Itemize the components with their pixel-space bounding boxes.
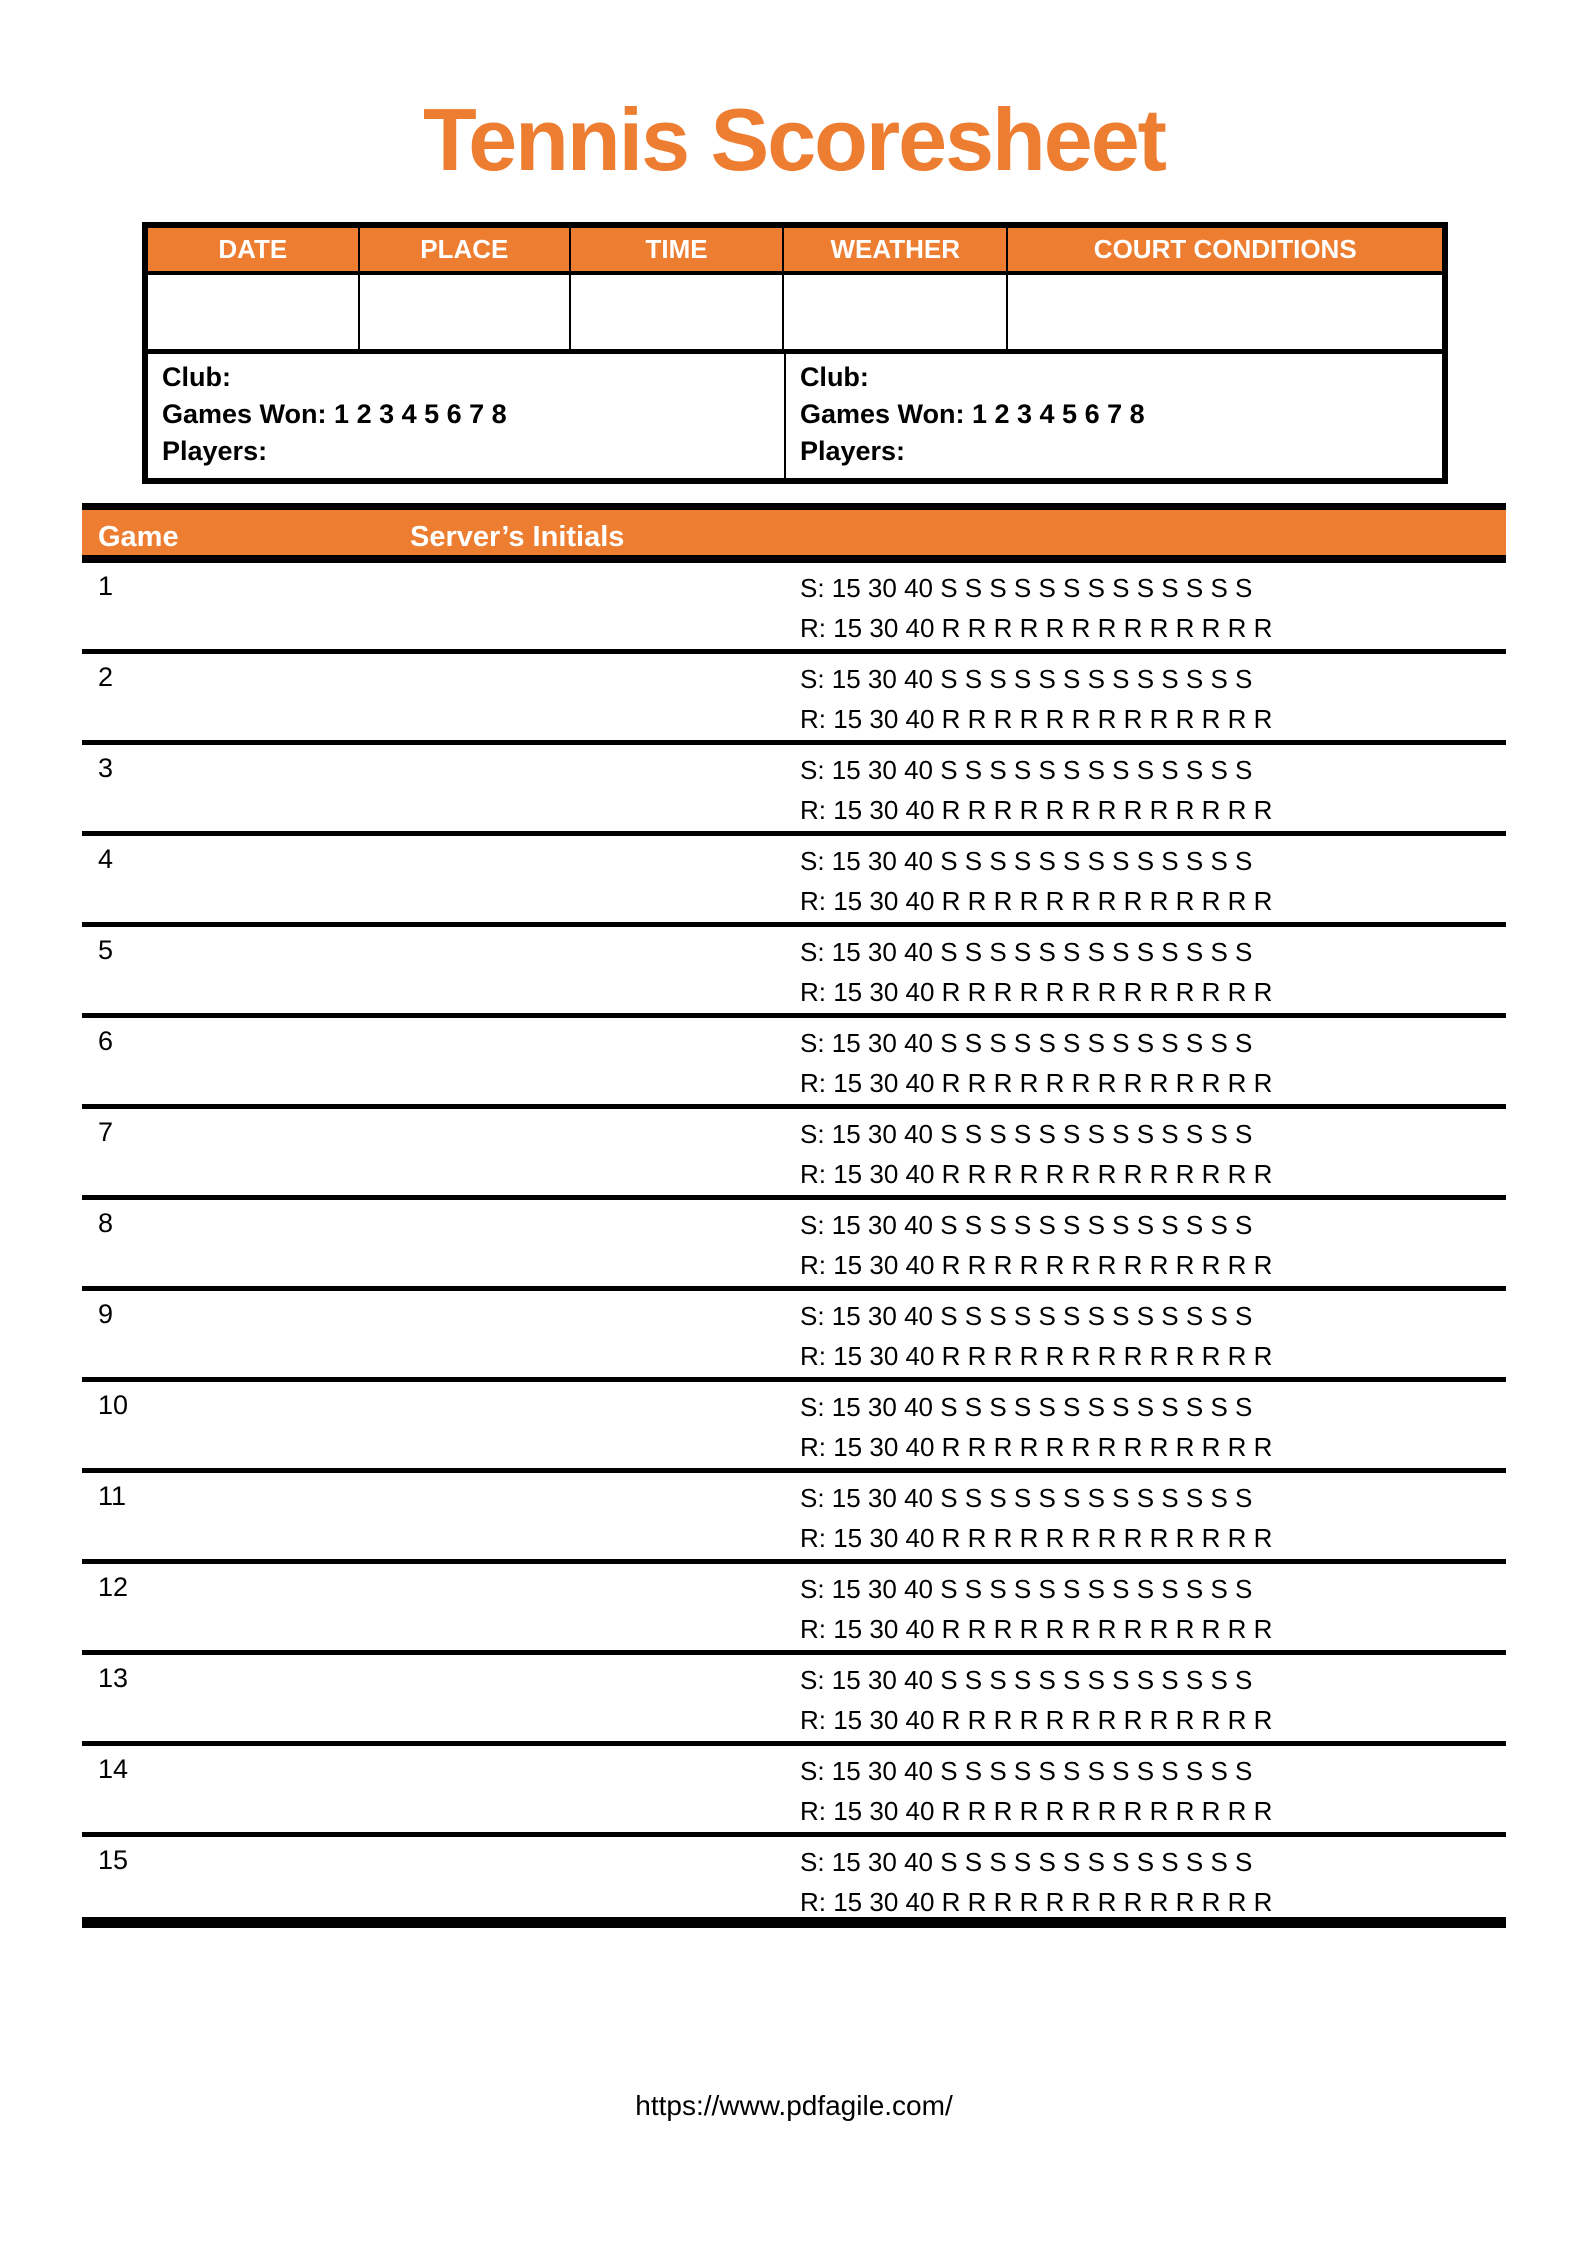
page-title: Tennis Scoresheet — [423, 90, 1165, 189]
games-won-numbers: 1 2 3 4 5 6 7 8 — [971, 399, 1145, 429]
game-number: 6 — [98, 1026, 114, 1056]
server-score-line: S: 15 30 40 S S S S S S S S S S S S S — [800, 1028, 1253, 1058]
server-score-line: S: 15 30 40 S S S S S S S S S S S S S — [800, 1119, 1253, 1149]
games-won-numbers: 1 2 3 4 5 6 7 8 — [334, 399, 507, 429]
server-score-line: S: 15 30 40 S S S S S S S S S S S S S — [800, 1392, 1253, 1422]
game-number: 1 — [98, 571, 114, 601]
receiver-score-line: R: 15 30 40 R R R R R R R R R R R R R — [800, 886, 1273, 916]
server-score-line: S: 15 30 40 S S S S S S S S S S S S S — [800, 573, 1253, 603]
receiver-score-line: R: 15 30 40 R R R R R R R R R R R R R — [800, 1523, 1273, 1553]
server-score-line: S: 15 30 40 S S S S S S S S S S S S S — [800, 1210, 1253, 1240]
score-lines — [800, 1478, 1272, 1558]
column-header-court-conditions: COURT CONDITIONS — [1093, 234, 1357, 264]
game-row — [82, 1382, 1506, 1473]
score-lines — [800, 841, 1272, 921]
players-label: Players: — [799, 436, 906, 466]
score-lines — [800, 1387, 1272, 1467]
server-score-line: S: 15 30 40 S S S S S S S S S S S S S — [800, 1665, 1253, 1695]
score-lines — [800, 1205, 1272, 1285]
game-number: 9 — [98, 1299, 114, 1329]
date-field[interactable] — [148, 275, 360, 349]
game-number: 14 — [98, 1754, 129, 1784]
place-field[interactable] — [360, 275, 572, 349]
column-header-server-initials: Server’s Initials — [410, 521, 625, 553]
score-lines — [800, 1751, 1272, 1831]
match-info-header-row — [148, 228, 1442, 275]
game-number: 5 — [98, 935, 114, 965]
server-score-line: S: 15 30 40 S S S S S S S S S S S S S — [800, 1847, 1253, 1877]
receiver-score-line: R: 15 30 40 R R R R R R R R R R R R R — [800, 795, 1273, 825]
match-info-table — [142, 222, 1448, 484]
game-number: 10 — [98, 1390, 129, 1420]
receiver-score-line: R: 15 30 40 R R R R R R R R R R R R R — [800, 704, 1273, 734]
game-number: 11 — [98, 1481, 127, 1511]
score-lines — [800, 1842, 1272, 1922]
games-won-label: Games Won: — [799, 399, 965, 429]
server-score-line: S: 15 30 40 S S S S S S S S S S S S S — [800, 1483, 1253, 1513]
game-row — [82, 1200, 1506, 1291]
game-row — [82, 1018, 1506, 1109]
score-lines — [800, 1296, 1272, 1376]
game-number: 2 — [98, 662, 114, 692]
score-lines — [800, 1660, 1272, 1740]
game-row — [82, 1837, 1506, 1928]
game-number: 3 — [98, 753, 114, 783]
receiver-score-line: R: 15 30 40 R R R R R R R R R R R R R — [800, 1250, 1273, 1280]
score-lines — [800, 1569, 1272, 1649]
game-row — [82, 1291, 1506, 1382]
match-info-value-row — [148, 275, 1442, 349]
receiver-score-line: R: 15 30 40 R R R R R R R R R R R R R — [800, 1796, 1273, 1826]
server-score-line: S: 15 30 40 S S S S S S S S S S S S S — [800, 1574, 1253, 1604]
players-label: Players: — [162, 436, 268, 466]
game-score-table — [82, 503, 1506, 1928]
receiver-score-line: R: 15 30 40 R R R R R R R R R R R R R — [800, 1705, 1273, 1735]
club-label: Club: — [162, 362, 231, 392]
receiver-score-line: R: 15 30 40 R R R R R R R R R R R R R — [800, 1068, 1273, 1098]
server-score-line: S: 15 30 40 S S S S S S S S S S S S S — [800, 846, 1253, 876]
column-header-time: TIME — [571, 228, 784, 271]
game-number: 15 — [98, 1845, 129, 1875]
score-lines — [800, 568, 1272, 648]
game-number: 12 — [98, 1572, 129, 1602]
server-score-line: S: 15 30 40 S S S S S S S S S S S S S — [800, 1756, 1253, 1786]
game-number: 4 — [98, 844, 114, 874]
games-won-label: Games Won: — [162, 399, 327, 429]
game-table-header — [82, 503, 1506, 563]
game-row — [82, 563, 1506, 654]
receiver-score-line: R: 15 30 40 R R R R R R R R R R R R R — [800, 977, 1273, 1007]
receiver-score-line: R: 15 30 40 R R R R R R R R R R R R R — [800, 1614, 1273, 1644]
club-label: Club: — [799, 362, 869, 392]
game-row — [82, 1746, 1506, 1837]
club-section-right — [786, 354, 1442, 478]
time-field[interactable] — [571, 275, 784, 349]
games-won-line — [162, 396, 774, 433]
receiver-score-line: R: 15 30 40 R R R R R R R R R R R R R — [800, 1341, 1273, 1371]
game-number: 8 — [98, 1208, 114, 1238]
court-conditions-field[interactable] — [1008, 275, 1442, 349]
column-header-game: Game — [98, 521, 179, 553]
clubs-section — [148, 349, 1442, 478]
games-won-line — [800, 396, 1432, 433]
server-score-line: S: 15 30 40 S S S S S S S S S S S S S — [800, 937, 1253, 967]
game-row — [82, 654, 1506, 745]
column-header-weather: WEATHER — [784, 228, 1009, 271]
game-row — [82, 1109, 1506, 1200]
receiver-score-line: R: 15 30 40 R R R R R R R R R R R R R — [800, 1159, 1273, 1189]
game-number: 13 — [98, 1663, 129, 1693]
game-number: 7 — [98, 1117, 114, 1147]
score-lines — [800, 1114, 1272, 1194]
receiver-score-line: R: 15 30 40 R R R R R R R R R R R R R — [800, 1432, 1273, 1462]
weather-field[interactable] — [784, 275, 1009, 349]
score-lines — [800, 1023, 1272, 1103]
game-row — [82, 745, 1506, 836]
server-score-line: S: 15 30 40 S S S S S S S S S S S S S — [800, 1301, 1253, 1331]
game-row — [82, 1473, 1506, 1564]
game-row — [82, 836, 1506, 927]
game-row — [82, 927, 1506, 1018]
column-header-date: DATE — [148, 228, 360, 271]
receiver-score-line: R: 15 30 40 R R R R R R R R R R R R R — [800, 613, 1273, 643]
score-lines — [800, 750, 1272, 830]
club-section-left — [148, 354, 786, 478]
footer-url[interactable]: https://www.pdfagile.com/ — [635, 2090, 953, 2121]
receiver-score-line: R: 15 30 40 R R R R R R R R R R R R R — [800, 1887, 1273, 1917]
game-row — [82, 1655, 1506, 1746]
server-score-line: S: 15 30 40 S S S S S S S S S S S S S — [800, 664, 1253, 694]
server-score-line: S: 15 30 40 S S S S S S S S S S S S S — [800, 755, 1253, 785]
score-lines — [800, 659, 1272, 739]
column-header-place: PLACE — [360, 228, 572, 271]
game-row — [82, 1564, 1506, 1655]
score-lines — [800, 932, 1272, 1012]
